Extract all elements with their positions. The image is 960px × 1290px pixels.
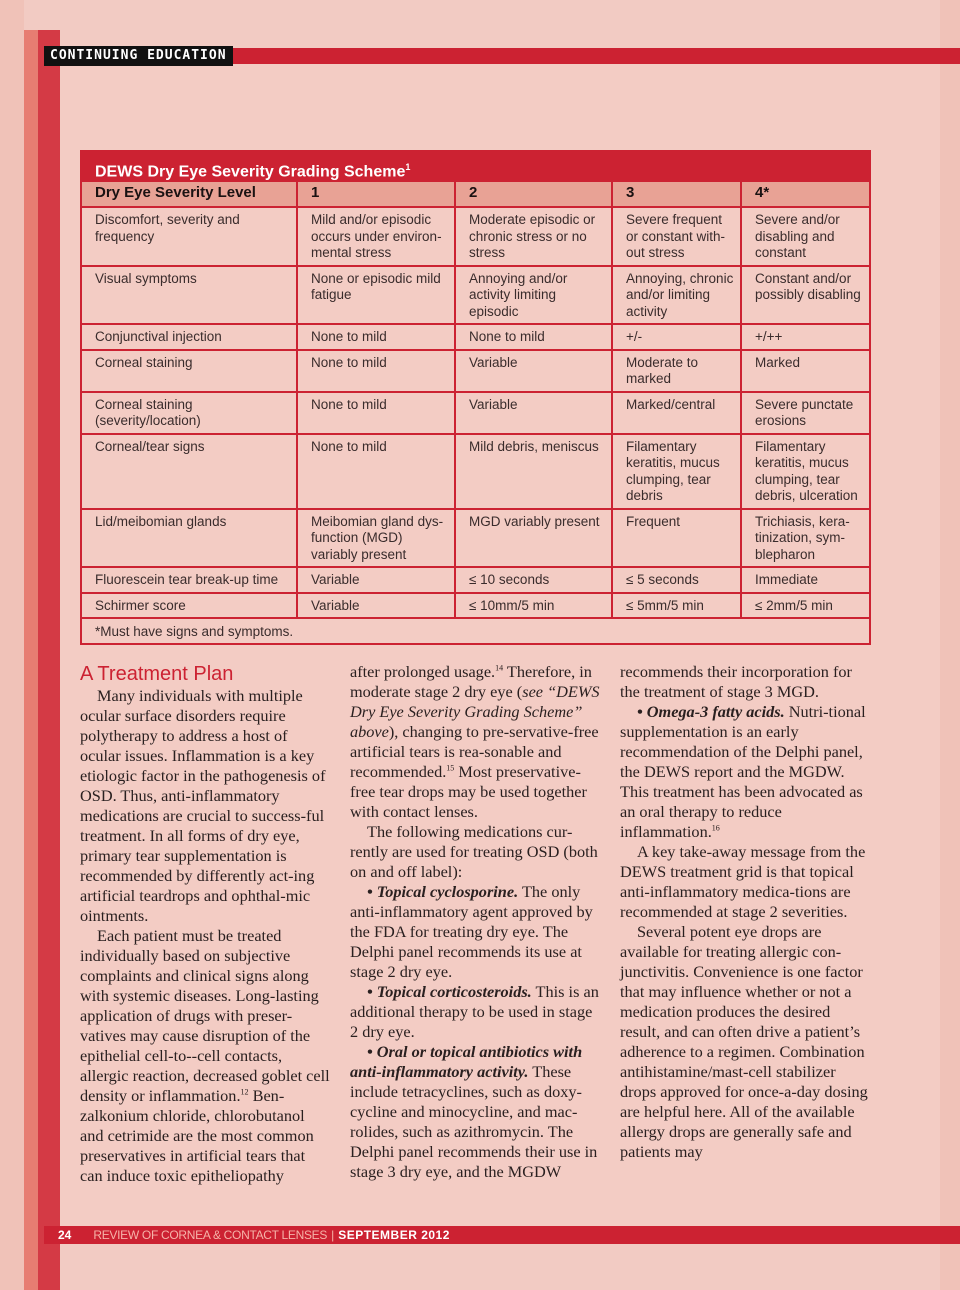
magazine-name: REVIEW OF CORNEA & CONTACT LENSES bbox=[93, 1228, 328, 1242]
paragraph: • Omega-3 fatty acids. Nutri-tional supplementation is an early recommendation of the Delphi panel, the DEWS report and the MGDW. This treatment has been advocated as an oral therapy to reduce inflammation.$^{16}$ bbox=[620, 702, 866, 841]
table-cell: None to mild bbox=[455, 324, 612, 350]
table-cell: Severe and/or disabling and constant bbox=[741, 207, 869, 266]
severity-table bbox=[80, 150, 871, 645]
page-footer bbox=[58, 1226, 450, 1244]
paragraph: Each patient must be treated individually based on subjective complaints and clinical signs along with systemic diseases. Long-lasting application of drugs with preser-vatives may cause disruption of the epithelial cell-to--cell contacts, allergic reaction, decreased goblet cell density or inflammation.$^{12}$ Ben-zalkonium chloride, chlorobutanol and cetrimide are the most common preservatives in artificial tears that can induce toxic epitheliopathy bbox=[80, 926, 330, 1185]
table-cell: Mild debris, meniscus bbox=[455, 434, 612, 509]
citation: 16 bbox=[711, 823, 720, 833]
page-number: 24 bbox=[58, 1228, 72, 1242]
col-header: 3 bbox=[612, 182, 741, 207]
row-label: Corneal staining (severity/location) bbox=[82, 392, 297, 434]
table-cell: Frequent bbox=[612, 509, 741, 568]
table-cell: Severe punctate erosions bbox=[741, 392, 869, 434]
table-row bbox=[82, 350, 869, 392]
table-cell: ≤ 5mm/5 min bbox=[612, 593, 741, 619]
left-red-band bbox=[38, 30, 60, 1290]
table-cell: ≤ 5 seconds bbox=[612, 567, 741, 593]
bullet-title: • Topical cyclosporine. bbox=[367, 882, 519, 901]
row-label: Corneal staining bbox=[82, 350, 297, 392]
table-cell: Filamentary keratitis, mucus clumping, tear debris bbox=[612, 434, 741, 509]
table-cell: Annoying, chronic and/or limiting activity bbox=[612, 266, 741, 325]
table-cell: Severe frequent or constant with-out stress bbox=[612, 207, 741, 266]
paragraph: Several potent eye drops are available for treating allergic con-junctivitis. Convenience is one factor that may influence whether or not a medication produces the desired result, and can often drive a patient’s adherence to a regimen. Combination antihistamine/mast-cell stabilizer drops approved for once-a-day dosing are helpful here. All of the available allergy drops are generally safe and patients may bbox=[620, 922, 868, 1161]
table-cell: +/++ bbox=[741, 324, 869, 350]
col-header: Dry Eye Severity Level bbox=[82, 182, 297, 207]
col-header: 2 bbox=[455, 182, 612, 207]
table-cell: None to mild bbox=[297, 392, 455, 434]
left-outer-band bbox=[0, 0, 24, 1290]
table-row bbox=[82, 434, 869, 509]
table-cell: Moderate to marked bbox=[612, 350, 741, 392]
table-reference: see “DEWS Dry Eye Severity Grading Scheme” above bbox=[350, 682, 600, 741]
paragraph: Many individuals with multiple ocular surface disorders require polytherapy to address a host of ocular issues. Inflammation is a key etiologic factor in the pathogenesis of OSD. Thus, anti-inflammatory medications are crucial to success-ful treatment. In all forms of dry eye, primary tear supplementation is recommended by differently act-ing artificial teardrops and ophthal-mic ointments. bbox=[80, 686, 326, 925]
row-label: Fluorescein tear break-up time bbox=[82, 567, 297, 593]
table-cell: Filamentary keratitis, mucus clumping, tear debris, ulceration bbox=[741, 434, 869, 509]
article-column-3 bbox=[620, 662, 870, 1162]
article-column-1 bbox=[80, 662, 330, 1186]
table-title-ref: 1 bbox=[405, 162, 411, 172]
table-row bbox=[82, 392, 869, 434]
issue-date: SEPTEMBER 2012 bbox=[338, 1228, 450, 1242]
table-row bbox=[82, 207, 869, 266]
table-cell: Marked bbox=[741, 350, 869, 392]
bullet-title: • Topical corticosteroids. bbox=[367, 982, 532, 1001]
table-header-row bbox=[82, 182, 869, 207]
paragraph: after prolonged usage.$^{14}$ Therefore, in moderate stage 2 dry eye (see “DEWS Dry Eye Severity Grading Scheme” above), changing to pre-servative-free artificial tears is rea-sonable and recommended.$^{15}$ Most preservative-free tear drops may be used together with contact lenses. bbox=[350, 662, 600, 821]
row-label: Corneal/tear signs bbox=[82, 434, 297, 509]
table-row bbox=[82, 324, 869, 350]
table-row bbox=[82, 567, 869, 593]
table-cell: Variable bbox=[455, 392, 612, 434]
paragraph: recommends their incorporation for the treatment of stage 3 MGD. bbox=[620, 662, 852, 701]
article-heading: A Treatment Plan bbox=[80, 663, 234, 685]
table-cell: None to mild bbox=[297, 434, 455, 509]
row-label: Discomfort, severity and frequency bbox=[82, 207, 297, 266]
table-footnote: *Must have signs and symptoms. bbox=[82, 618, 869, 644]
table-cell: ≤ 10mm/5 min bbox=[455, 593, 612, 619]
row-label: Lid/meibomian glands bbox=[82, 509, 297, 568]
table-cell: Annoying and/or activity limiting episodic bbox=[455, 266, 612, 325]
table-row bbox=[82, 509, 869, 568]
table-footnote-row bbox=[82, 618, 869, 644]
table-cell: Meibomian gland dys-function (MGD) variably present bbox=[297, 509, 455, 568]
bullet-title: • Omega-3 fatty acids. bbox=[637, 702, 785, 721]
bullet-title: • Oral or topical antibiotics with anti-inflammatory activity. bbox=[350, 1042, 583, 1081]
table-row bbox=[82, 266, 869, 325]
citation: 14 bbox=[495, 663, 504, 673]
table-cell: None to mild bbox=[297, 324, 455, 350]
table-cell: Variable bbox=[297, 593, 455, 619]
table-cell: ≤ 2mm/5 min bbox=[741, 593, 869, 619]
table-cell: None to mild bbox=[297, 350, 455, 392]
table-cell: None or episodic mild fatigue bbox=[297, 266, 455, 325]
paragraph: • Topical cyclosporine. The only anti-inflammatory agent approved by the FDA for treating dry eye. The Delphi panel recommends its use at stage 2 dry eye. bbox=[350, 882, 593, 981]
paragraph: • Topical corticosteroids. This is an additional therapy to be used in stage 2 dry eye. bbox=[350, 982, 599, 1041]
article-column-2 bbox=[350, 662, 600, 1182]
section-label: CONTINUING EDUCATION bbox=[44, 46, 233, 66]
table-cell: Variable bbox=[297, 567, 455, 593]
table-cell: Constant and/or possibly disabling bbox=[741, 266, 869, 325]
severity-grid bbox=[82, 182, 869, 644]
table-cell: Immediate bbox=[741, 567, 869, 593]
paragraph: The following medications cur-rently are used for treating OSD (both on and off label): bbox=[350, 822, 598, 881]
citation: 15 bbox=[446, 763, 455, 773]
table-cell: MGD variably present bbox=[455, 509, 612, 568]
row-label: Schirmer score bbox=[82, 593, 297, 619]
table-row bbox=[82, 593, 869, 619]
table-cell: Variable bbox=[455, 350, 612, 392]
right-band bbox=[940, 0, 960, 1290]
table-cell: Moderate episodic or chronic stress or no stress bbox=[455, 207, 612, 266]
citation: 12 bbox=[240, 1087, 249, 1097]
table-cell: ≤ 10 seconds bbox=[455, 567, 612, 593]
paragraph: • Oral or topical antibiotics with anti-inflammatory activity. These include tetracyclines, such as doxy-cycline and minocycline, and mac-rolides, such as azithromycin. The Delphi panel recommends their use in stage 3 dry eye, and the MGDW bbox=[350, 1042, 598, 1181]
table-cell: Mild and/or episodic occurs under environ-mental stress bbox=[297, 207, 455, 266]
table-title: DEWS Dry Eye Severity Grading Scheme$^1$ bbox=[82, 152, 869, 182]
col-header: 4* bbox=[741, 182, 869, 207]
table-cell: Trichiasis, kera-tinization, sym-blepharon bbox=[741, 509, 869, 568]
row-label: Conjunctival injection bbox=[82, 324, 297, 350]
row-label: Visual symptoms bbox=[82, 266, 297, 325]
table-cell: +/- bbox=[612, 324, 741, 350]
col-header: 1 bbox=[297, 182, 455, 207]
table-cell: Marked/central bbox=[612, 392, 741, 434]
footer-separator: | bbox=[331, 1228, 335, 1242]
left-salmon-band bbox=[24, 30, 38, 1290]
paragraph: A key take-away message from the DEWS treatment grid is that topical anti-inflammatory medica-tions are recommended at stage 2 severities. bbox=[620, 842, 866, 921]
